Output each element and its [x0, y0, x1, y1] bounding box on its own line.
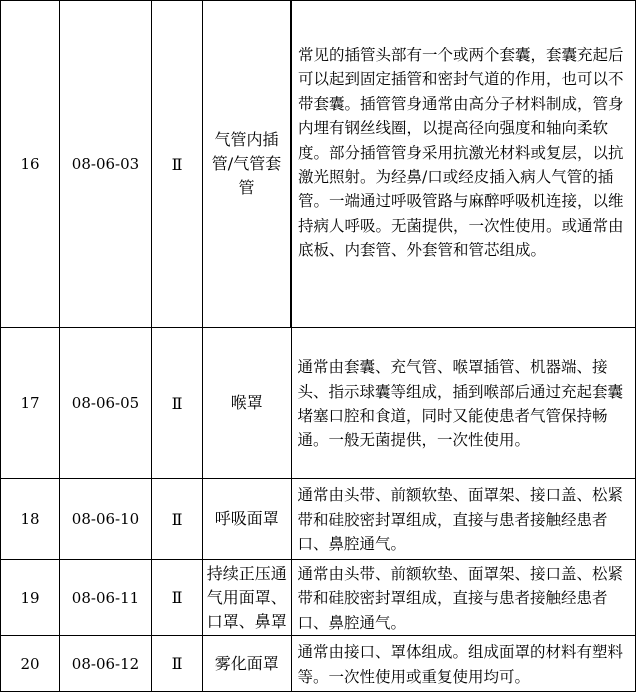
product-description-text: 通常由头带、前额软垫、面罩架、接口盖、松紧带和硅胶密封罩组成，直接与患者接触经患者口、鼻腔通气。 [297, 486, 624, 554]
row-number: 19 [1, 560, 60, 636]
product-description [291, 328, 636, 479]
product-description-text: 通常由接口、罩体组成。组成面罩的材料有塑料等。一次性使用或重复使用均可。 [297, 643, 624, 686]
management-class: Ⅱ [152, 560, 203, 636]
row-number: 20 [1, 636, 60, 692]
product-description [291, 479, 636, 560]
product-name-text: 呼吸面罩 [214, 509, 279, 528]
table-row [1, 560, 636, 636]
product-name-text: 喉罩 [230, 393, 263, 412]
management-class: Ⅱ [152, 479, 203, 560]
category-code: 08-06-05 [60, 328, 152, 479]
product-name [203, 479, 292, 560]
management-class: Ⅱ [152, 328, 203, 479]
table-row [1, 1, 636, 328]
table-row [1, 328, 636, 479]
product-name [203, 636, 292, 692]
row-number: 17 [1, 328, 60, 479]
table-row [1, 636, 636, 692]
product-name-text: 持续正压通气用面罩、口罩、鼻罩 [206, 563, 287, 631]
product-name [203, 328, 292, 479]
product-name-text: 气管内插管/气管套管 [211, 130, 282, 197]
product-name [203, 560, 292, 636]
row-number: 18 [1, 479, 60, 560]
product-description-text: 通常由头带、前额软垫、面罩架、接口盖、松紧带和硅胶密封罩组成，直接与患者接触经患者口、鼻腔通气。 [297, 565, 624, 632]
product-description-text: 通常由套囊、充气管、喉罩插管、机器端、接头、指示球囊等组成，插到喉部后通过充起套囊堵塞口腔和食道，同时又能使患者气管保持畅通。一般无菌提供，一次性使用。 [297, 358, 624, 450]
row-number: 16 [1, 1, 60, 328]
table-row [1, 479, 636, 560]
category-code: 08-06-10 [60, 479, 152, 560]
category-code: 08-06-12 [60, 636, 152, 692]
product-description [291, 636, 636, 692]
category-code: 08-06-03 [60, 1, 152, 328]
product-name-text: 雾化面罩 [214, 653, 279, 673]
category-code: 08-06-11 [60, 560, 152, 636]
management-class: Ⅱ [152, 636, 203, 692]
product-description [291, 1, 636, 328]
product-description [291, 560, 636, 636]
management-class: Ⅱ [152, 1, 203, 328]
product-description-text: 常见的插管头部有一个或两个套囊，套囊充起后可以起到固定插管和密封气道的作用，也可以不带套囊。插管管身通常由高分子材料制成，管身内埋有钢丝线圈，以提高径向强度和轴向柔软度。部分插管管身采用抗激光材料或复层，以抗激光照射。为经鼻/口或经皮插入病人气管的插管。一端通过呼吸管路与麻醉呼吸机连接，以维持病人呼吸。无菌提供，一次性使用。或通常由底板、内套管、外套管和管芯组成。 [298, 46, 624, 260]
product-name [203, 1, 292, 328]
